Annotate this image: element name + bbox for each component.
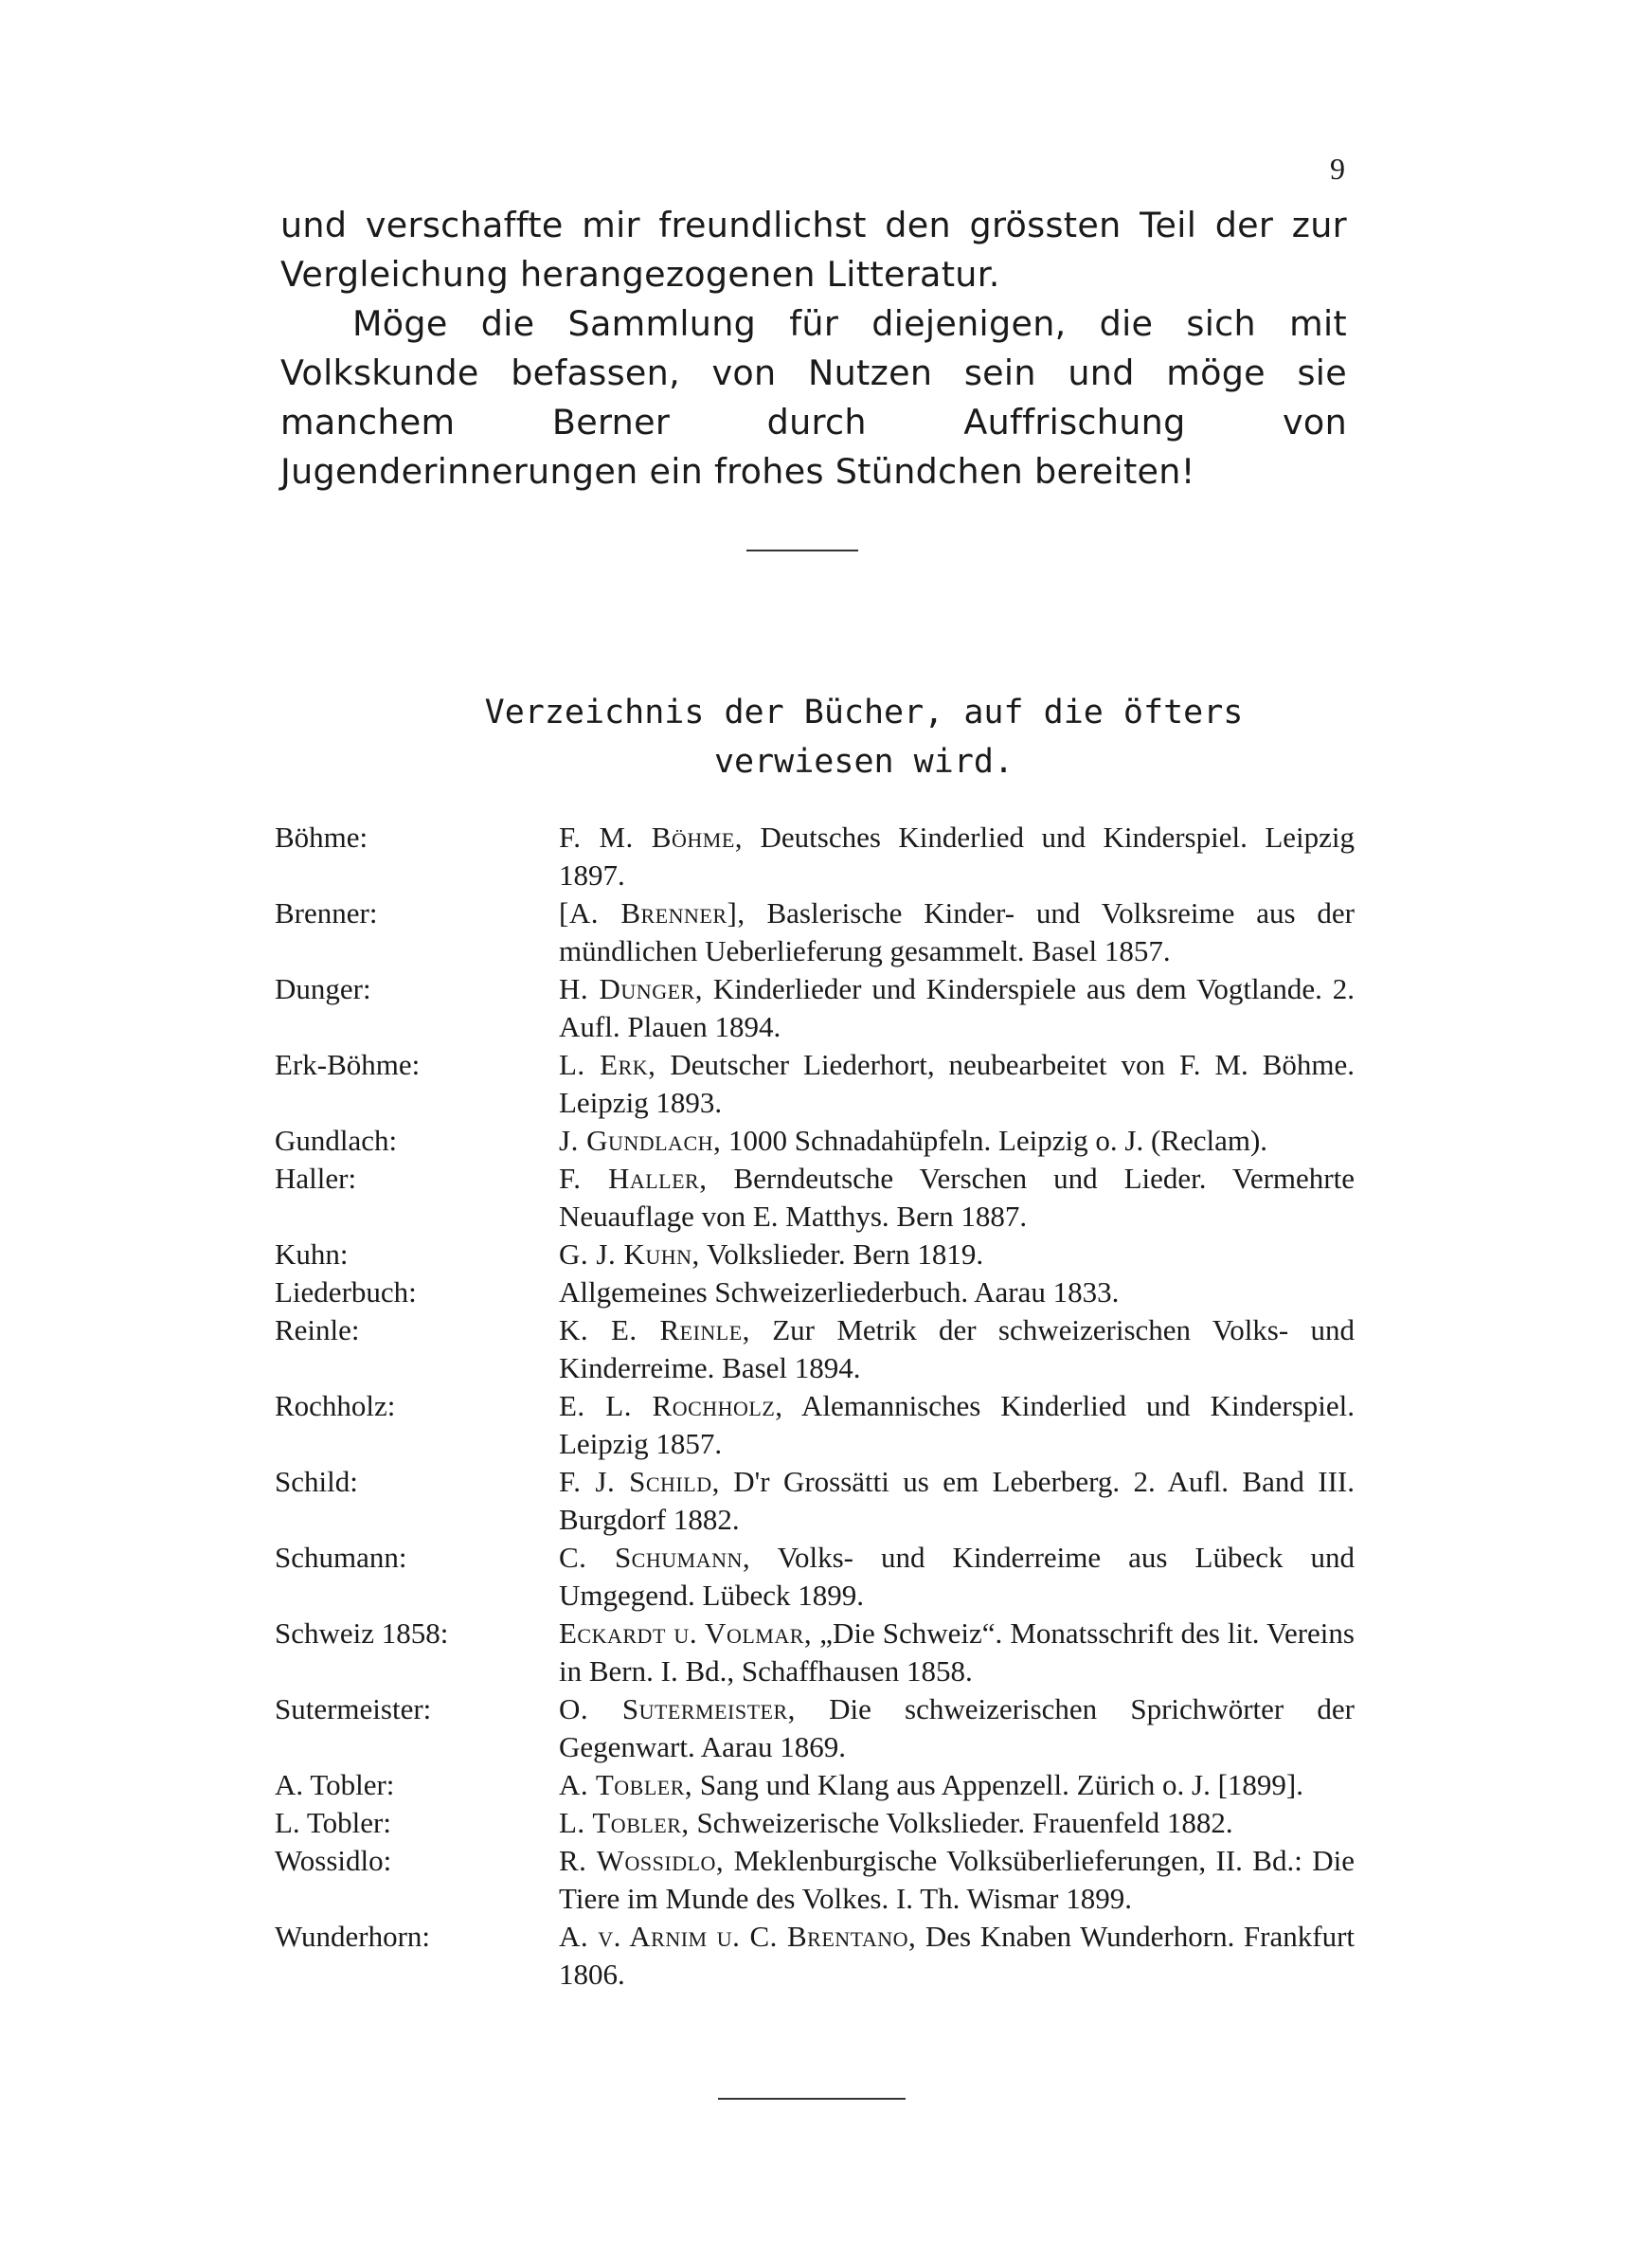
entry-reference xyxy=(559,1236,1355,1273)
entry-reference xyxy=(559,1046,1355,1122)
entry-title: D'r Grossätti us em Leberberg. 2. Aufl. Band III. Burgdorf 1882. xyxy=(559,1465,1355,1536)
entry-key: Haller: xyxy=(275,1162,357,1195)
bibliography-list xyxy=(275,819,1355,1994)
entry-author: L. Erk, xyxy=(559,1048,656,1081)
entry-reference xyxy=(559,1918,1355,1994)
entry-author: F. J. Schild, xyxy=(559,1465,720,1498)
entry-title: Allgemeines Schweizerliederbuch. Aarau 1833. xyxy=(559,1275,1120,1309)
entry-author: R. Wossidlo, xyxy=(559,1844,725,1877)
section-divider-bottom xyxy=(718,2098,906,2100)
bibliography-entry xyxy=(275,1766,1355,1804)
bibliography-entry xyxy=(275,1236,1355,1273)
bibliography-entry xyxy=(275,1804,1355,1842)
entry-reference xyxy=(559,1615,1355,1690)
bibliography-entry xyxy=(275,1690,1355,1766)
section-heading xyxy=(360,688,1368,786)
entry-author: H. Dunger, xyxy=(559,972,703,1005)
entry-title: Berndeutsche Verschen und Lieder. Vermehrte Neuauflage von E. Matthys. Bern 1887. xyxy=(559,1162,1355,1233)
entry-title: Sang und Klang aus Appenzell. Zürich o. J. [1899]. xyxy=(699,1768,1303,1801)
intro-paragraph-1: und verschaffte mir freundlichst den grössten Teil der zur Vergleichung herangezogenen Litteratur. xyxy=(280,205,1347,295)
entry-title: 1000 Schnadahüpfeln. Leipzig o. J. (Reclam). xyxy=(728,1124,1268,1157)
bibliography-entry xyxy=(275,1160,1355,1236)
entry-title: „Die Schweiz“. Monatsschrift des lit. Vereins in Bern. I. Bd., Schaffhausen 1858. xyxy=(559,1616,1355,1688)
entry-title: Die schweizerischen Sprichwörter der Gegenwart. Aarau 1869. xyxy=(559,1692,1355,1763)
entry-author: G. J. Kuhn, xyxy=(559,1237,700,1271)
entry-reference xyxy=(559,970,1355,1046)
entry-reference xyxy=(559,1766,1355,1804)
entry-reference xyxy=(559,1463,1355,1539)
bibliography-entry xyxy=(275,1842,1355,1918)
entry-key: Böhme: xyxy=(275,821,368,854)
section-divider-top xyxy=(746,550,858,551)
page-number: 9 xyxy=(1330,152,1345,186)
entry-author: Eckardt u. Volmar, xyxy=(559,1616,813,1650)
entry-title: Meklenburgische Volksüberlieferungen, II. Bd.: Die Tiere im Munde des Volkes. I. Th. Wismar 1899. xyxy=(559,1844,1356,1915)
entry-author: A. Tobler, xyxy=(559,1768,693,1801)
entry-key: Schumann: xyxy=(275,1541,407,1574)
entry-key: Kuhn: xyxy=(275,1237,349,1271)
entry-reference xyxy=(559,1387,1355,1463)
entry-author: [A. Brenner], xyxy=(559,896,745,930)
entry-reference xyxy=(559,819,1355,894)
entry-key: A. Tobler: xyxy=(275,1768,395,1801)
entry-title: Alemannisches Kinderlied und Kinderspiel. Leipzig 1857. xyxy=(559,1389,1356,1460)
entry-author: E. L. Rochholz, xyxy=(559,1389,783,1422)
bibliography-entry xyxy=(275,1918,1355,1994)
bibliography-entry xyxy=(275,1311,1355,1387)
bibliography-entry xyxy=(275,894,1355,970)
bibliography-entry xyxy=(275,1539,1355,1615)
entry-reference xyxy=(559,894,1355,970)
entry-title: Deutsches Kinderlied und Kinderspiel. Leipzig 1897. xyxy=(559,821,1356,892)
section-heading-line-2: verwiesen wird. xyxy=(713,743,1015,781)
entry-title: Baslerische Kinder- und Volksreime aus der mündlichen Ueberlieferung gesammelt. Basel 1857. xyxy=(559,896,1355,967)
entry-reference xyxy=(559,1273,1355,1311)
entry-author: F. Haller, xyxy=(559,1162,708,1195)
entry-reference xyxy=(559,1539,1355,1615)
entry-author: K. E. Reinle, xyxy=(559,1313,750,1346)
bibliography-entry xyxy=(275,1463,1355,1539)
entry-author: F. M. Böhme, xyxy=(559,821,744,854)
entry-reference xyxy=(559,1311,1355,1387)
entry-key: Gundlach: xyxy=(275,1124,398,1157)
entry-reference xyxy=(559,1690,1355,1766)
entry-title: Zur Metrik der schweizerischen Volks- und Kinderreime. Basel 1894. xyxy=(559,1313,1356,1384)
section-heading-line-1: Verzeichnis der Bücher, auf die öfters xyxy=(484,694,1244,731)
bibliography-entry xyxy=(275,819,1355,894)
entry-key: Schweiz 1858: xyxy=(275,1616,449,1650)
bibliography-entry xyxy=(275,1387,1355,1463)
entry-reference xyxy=(559,1160,1355,1236)
intro-text xyxy=(280,201,1347,497)
entry-key: L. Tobler: xyxy=(275,1806,391,1839)
bibliography-entry xyxy=(275,1046,1355,1122)
entry-reference xyxy=(559,1122,1355,1160)
entry-key: Sutermeister: xyxy=(275,1692,432,1725)
bibliography-entry xyxy=(275,970,1355,1046)
entry-reference xyxy=(559,1842,1355,1918)
entry-title: Volks- und Kinderreime aus Lübeck und Umgegend. Lübeck 1899. xyxy=(559,1541,1355,1612)
entry-author: J. Gundlach, xyxy=(559,1124,722,1157)
entry-title: Kinderlieder und Kinderspiele aus dem Vogtlande. 2. Aufl. Plauen 1894. xyxy=(559,972,1355,1043)
bibliography-entry xyxy=(275,1122,1355,1160)
entry-title: Des Knaben Wunderhorn. Frankfurt 1806. xyxy=(559,1920,1356,1991)
entry-author: A. v. Arnim u. C. Brentano, xyxy=(559,1920,917,1953)
entry-author: O. Sutermeister, xyxy=(559,1692,796,1725)
entry-key: Wossidlo: xyxy=(275,1844,392,1877)
entry-key: Erk-Böhme: xyxy=(275,1048,421,1081)
entry-key: Wunderhorn: xyxy=(275,1920,431,1953)
entry-key: Dunger: xyxy=(275,972,371,1005)
entry-key: Brenner: xyxy=(275,896,378,930)
entry-author: L. Tobler, xyxy=(559,1806,690,1839)
intro-paragraph-2: Möge die Sammlung für diejenigen, die sich mit Volkskunde befassen, von Nutzen sein und möge sie manchem Berner durch Auffrischung von Jugenderinnerungen ein frohes Stündchen bereiten! xyxy=(280,303,1347,492)
entry-title: Volkslieder. Bern 1819. xyxy=(706,1237,984,1271)
entry-key: Liederbuch: xyxy=(275,1275,417,1309)
entry-key: Schild: xyxy=(275,1465,358,1498)
entry-key: Reinle: xyxy=(275,1313,360,1346)
entry-key: Rochholz: xyxy=(275,1389,396,1422)
entry-title: Schweizerische Volkslieder. Frauenfeld 1882. xyxy=(696,1806,1233,1839)
bibliography-entry xyxy=(275,1273,1355,1311)
bibliography-entry xyxy=(275,1615,1355,1690)
entry-author: C. Schumann, xyxy=(559,1541,751,1574)
entry-title: Deutscher Liederhort, neubearbeitet von F. M. Böhme. Leipzig 1893. xyxy=(559,1048,1355,1119)
entry-reference xyxy=(559,1804,1355,1842)
